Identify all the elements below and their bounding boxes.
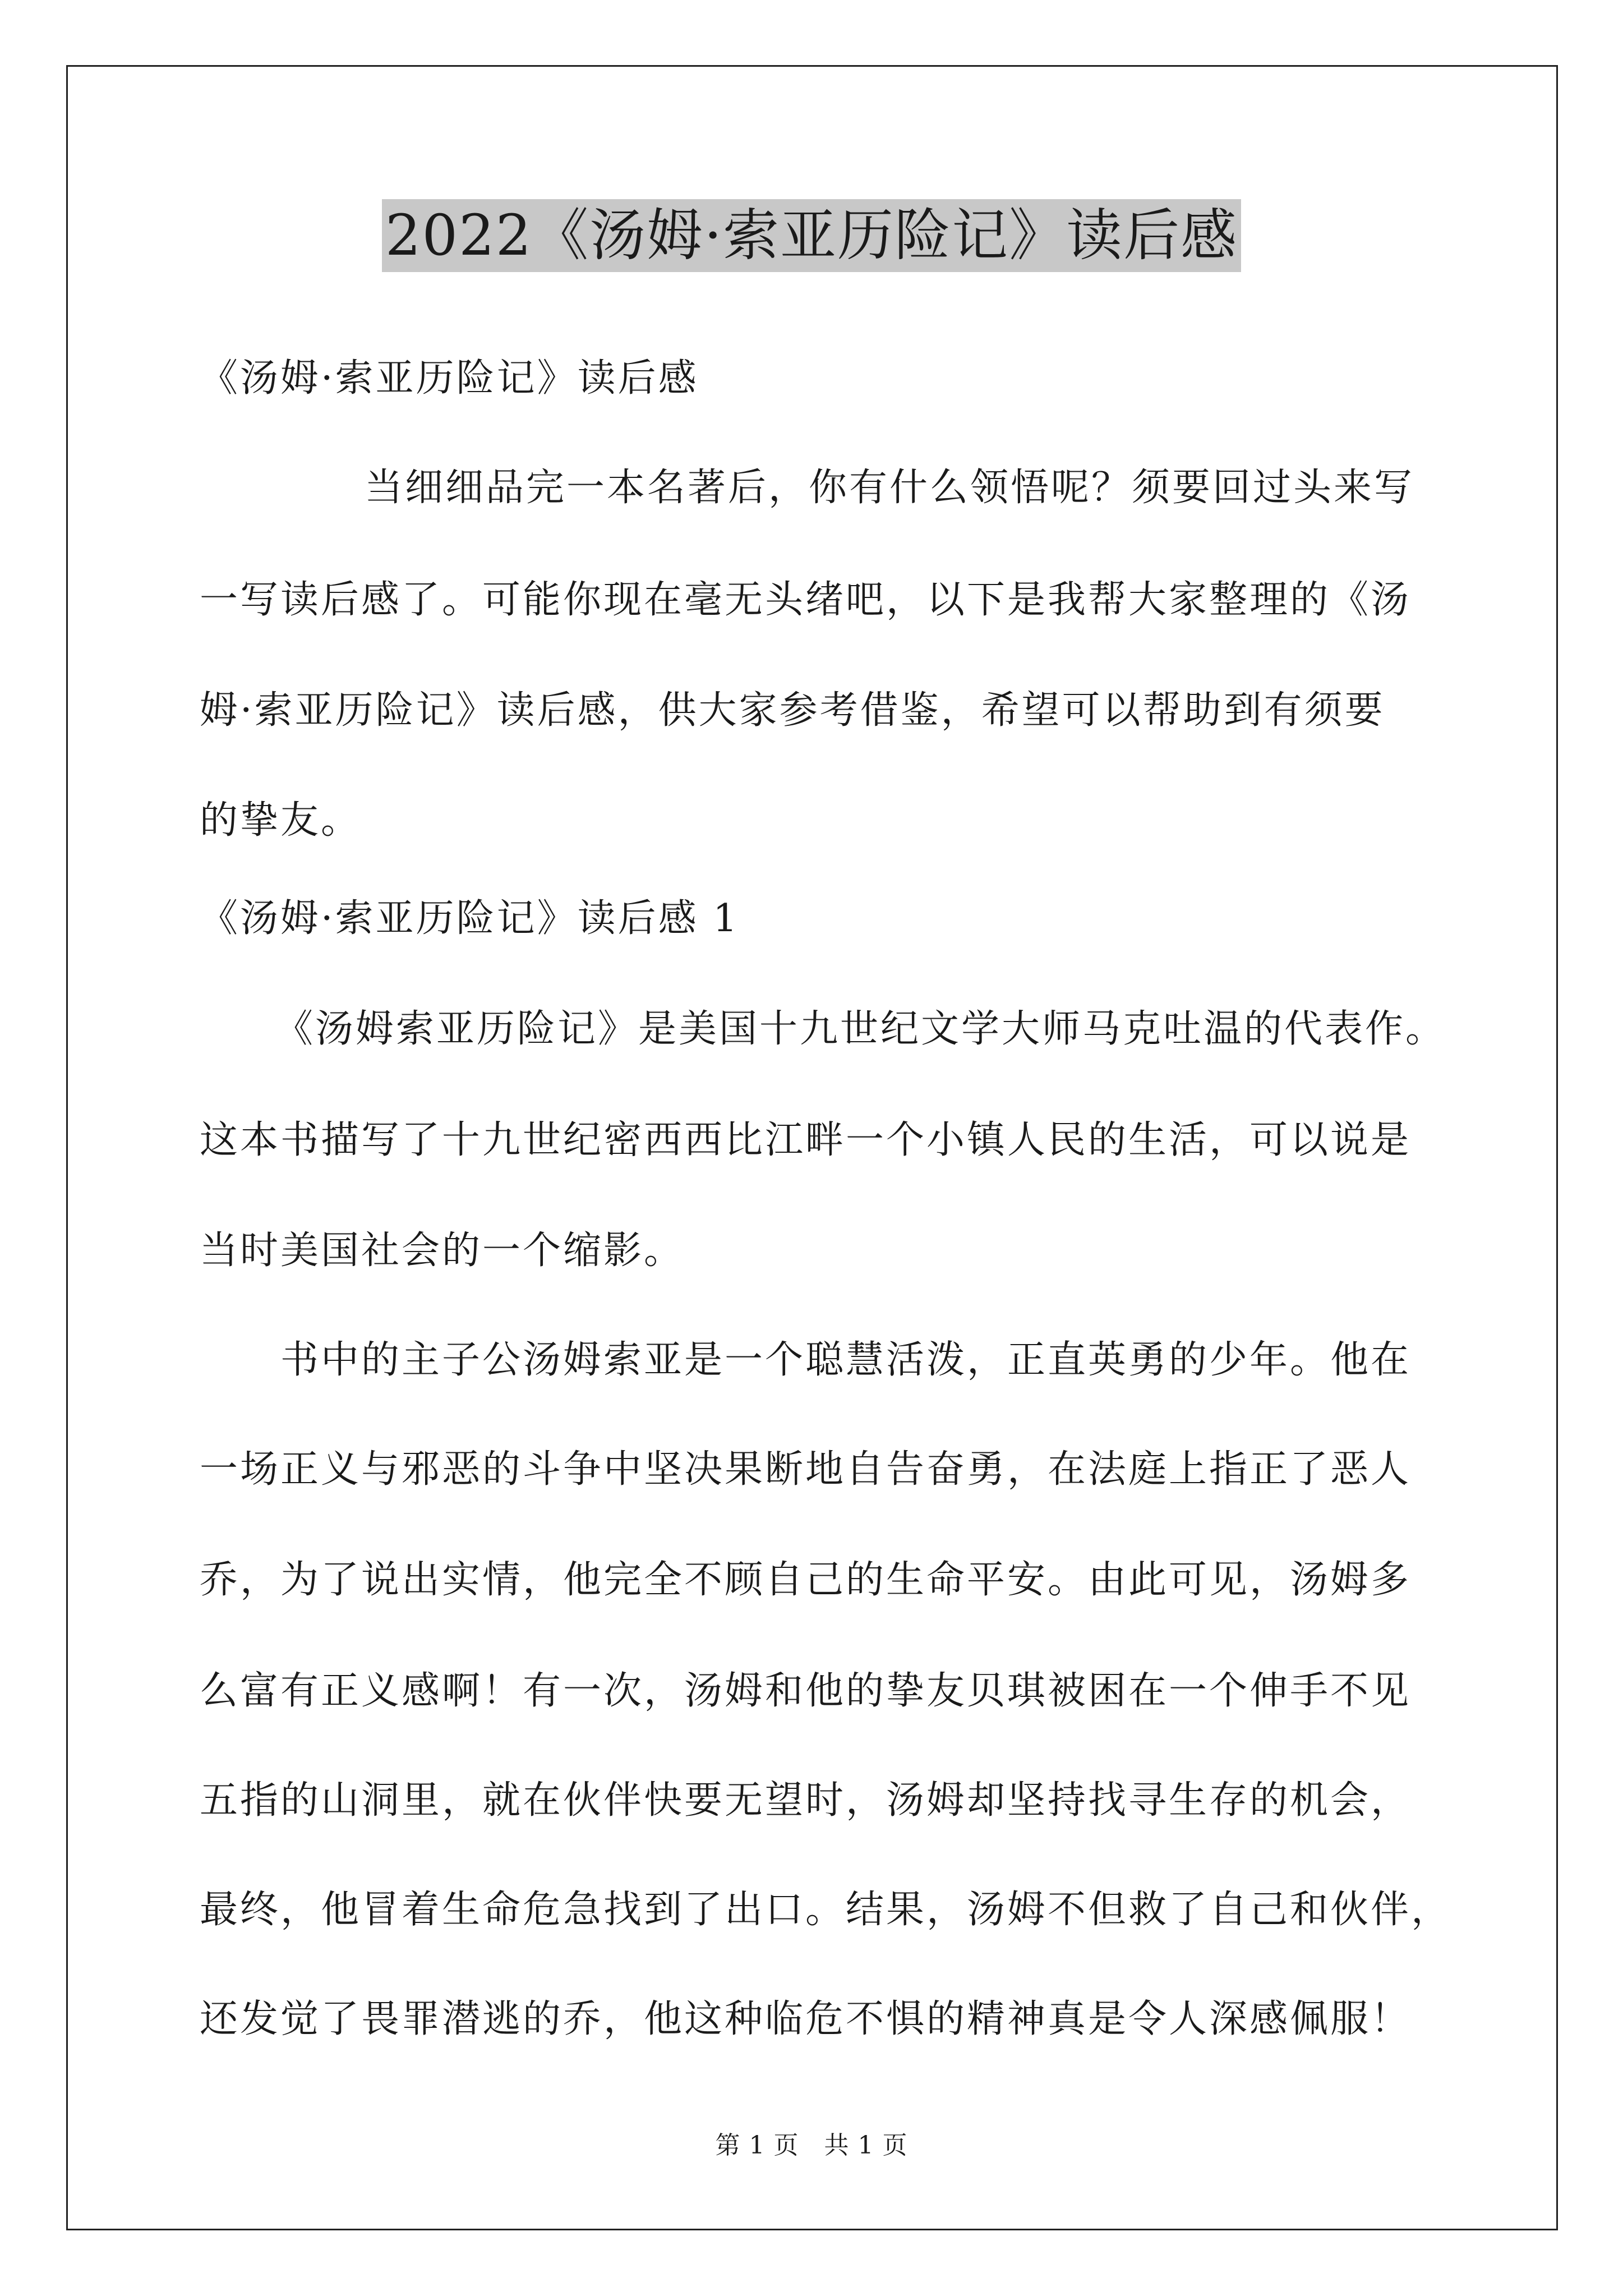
paragraph-2-line-7: 还发觉了畏罪潜逃的乔，他这种临危不惧的精神真是令人深感佩服！ (200, 1997, 1412, 2041)
intro-line-3: 姆·索亚历险记》读后感，供大家参考借鉴，希望可以帮助到有须要 (200, 688, 1385, 733)
heading-essay-1: 《汤姆·索亚历险记》读后感 1 (200, 896, 740, 941)
paragraph-2-line-1: 书中的主子公汤姆索亚是一个聪慧活泼，正直英勇的少年。他在 (280, 1338, 1412, 1382)
intro-line-4: 的挚友。 (200, 798, 362, 843)
paragraph-1-line-1: 《汤姆索亚历险记》是美国十九世纪文学大师马克吐温的代表作。 (275, 1007, 1446, 1051)
paragraph-2-line-5: 五指的山洞里，就在伙伴快要无望时，汤姆却坚持找寻生存的机会， (200, 1778, 1412, 1823)
paragraph-2-line-6: 最终，他冒着生命危急找到了出口。结果，汤姆不但救了自己和伙伴， (200, 1888, 1452, 1932)
intro-line-2: 一写读后感了。可能你现在毫无头绪吧，以下是我帮大家整理的《汤 (200, 578, 1412, 622)
document-title: 2022《汤姆·索亚历险记》读后感 (382, 199, 1241, 272)
paragraph-2-line-2: 一场正义与邪恶的斗争中坚决果断地自告奋勇，在法庭上指正了恶人 (200, 1447, 1412, 1492)
page-footer: 第 1 页 共 1 页 (715, 2131, 908, 2160)
paragraph-1-line-3: 当时美国社会的一个缩影。 (200, 1228, 685, 1273)
intro-line-1: 当细细品完一本名著后，你有什么领悟呢？须要回过头来写 (365, 466, 1415, 510)
paragraph-2-line-3: 乔，为了说出实情，他完全不顾自己的生命平安。由此可见，汤姆多 (200, 1558, 1412, 1602)
paragraph-1-line-2: 这本书描写了十九世纪密西西比江畔一个小镇人民的生活，可以说是 (200, 1118, 1412, 1162)
paragraph-2-line-4: 么富有正义感啊！有一次，汤姆和他的挚友贝琪被困在一个伸手不见 (200, 1669, 1412, 1713)
title-container (0, 199, 1623, 272)
heading-intro: 《汤姆·索亚历险记》读后感 (200, 356, 699, 401)
